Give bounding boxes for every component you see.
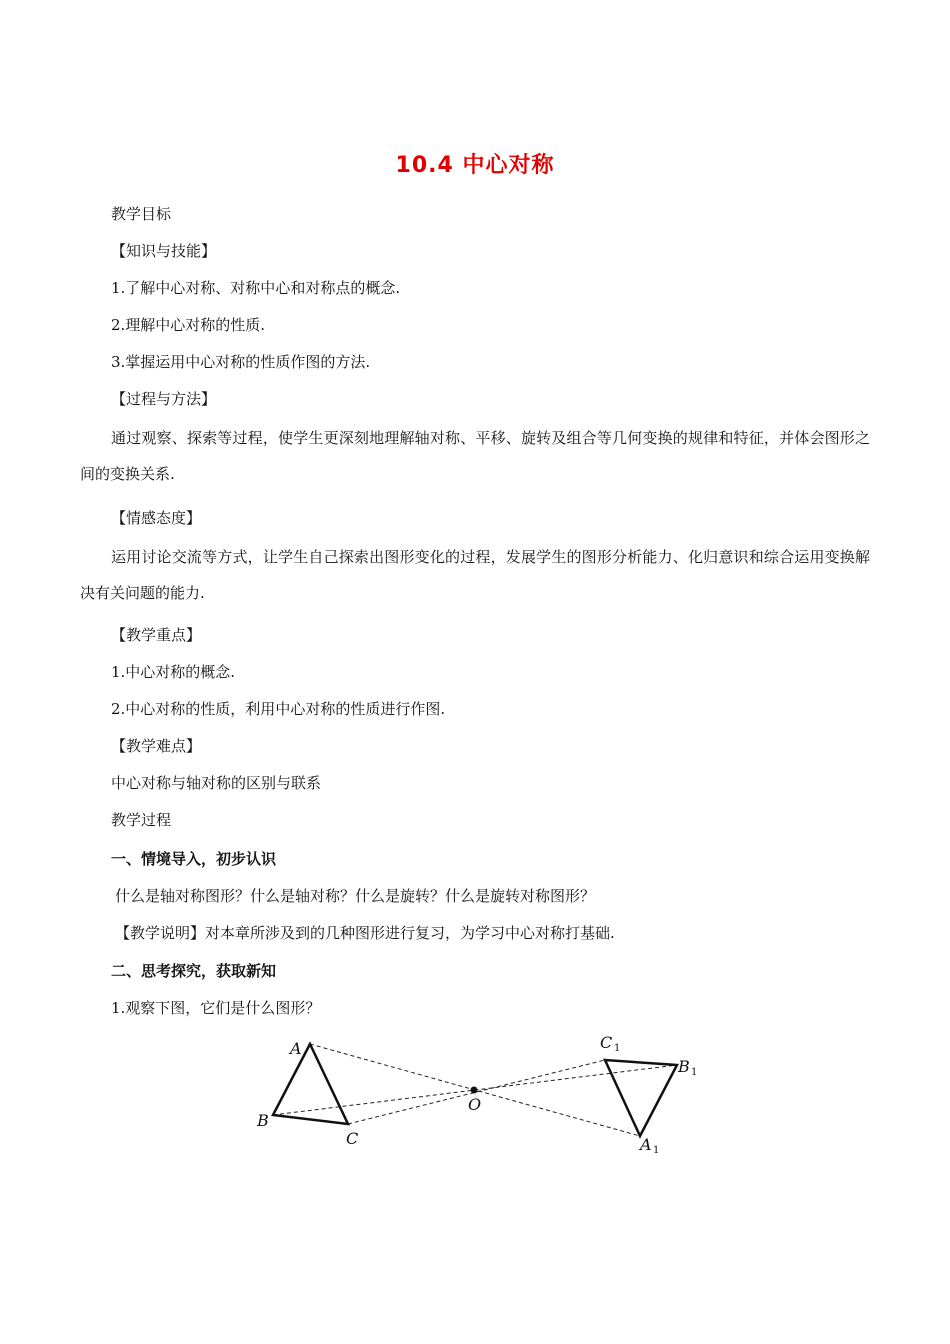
paragraph: 运用讨论交流等方式，让学生自己探索出图形变化的过程，发展学生的图形分析能力、化归意识和综合运用变换解决有关问题的能力.	[80, 548, 870, 602]
section-heading: 一、情境导入，初步认识	[111, 850, 277, 868]
label-a: A	[290, 1039, 302, 1058]
paragraph: 什么是轴对称图形？什么是轴对称？什么是旋转？什么是旋转对称图形？	[115, 887, 596, 905]
list-item: 2.中心对称的性质，利用中心对称的性质进行作图.	[111, 700, 446, 718]
central-symmetry-figure	[240, 1024, 720, 1164]
section-heading: 教学目标	[111, 205, 172, 223]
subheading: 【教学重点】	[111, 626, 202, 644]
triangle-abc	[273, 1044, 348, 1124]
section-heading: 二、思考探究，获取新知	[111, 962, 277, 980]
center-point-o	[471, 1087, 478, 1094]
paragraph: 中心对称与轴对称的区别与联系	[111, 774, 322, 792]
paragraph: 【教学说明】对本章所涉及到的几种图形进行复习，为学习中心对称打基础.	[115, 924, 615, 942]
subheading: 【情感态度】	[111, 509, 202, 527]
label-a1: A	[640, 1135, 652, 1154]
label-c1-subscript: 1	[614, 1043, 621, 1054]
list-item: 1.了解中心对称、对称中心和对称点的概念.	[111, 279, 401, 297]
label-b: B	[257, 1111, 269, 1130]
label-o: O	[468, 1095, 482, 1114]
label-b1-subscript: 1	[691, 1067, 698, 1078]
list-item: 1.观察下图，它们是什么图形？	[111, 999, 321, 1017]
list-item: 3.掌握运用中心对称的性质作图的方法.	[111, 353, 371, 371]
label-c: C	[346, 1129, 359, 1148]
list-item: 1.中心对称的概念.	[111, 663, 236, 681]
subheading: 【教学难点】	[111, 737, 202, 755]
paragraph: 通过观察、探索等过程，使学生更深刻地理解轴对称、平移、旋转及组合等几何变换的规律和特征，并体会图形之间的变换关系.	[80, 429, 870, 483]
label-b1: B	[678, 1057, 690, 1076]
subheading: 【知识与技能】	[111, 242, 217, 260]
label-c1: C	[600, 1033, 613, 1052]
subheading: 【过程与方法】	[111, 390, 217, 408]
triangle-a1b1c1	[605, 1060, 677, 1136]
section-heading: 教学过程	[111, 811, 172, 829]
label-a1-subscript: 1	[653, 1145, 660, 1156]
page-title: 10.4 中心对称	[395, 153, 555, 178]
list-item: 2.理解中心对称的性质.	[111, 316, 266, 334]
